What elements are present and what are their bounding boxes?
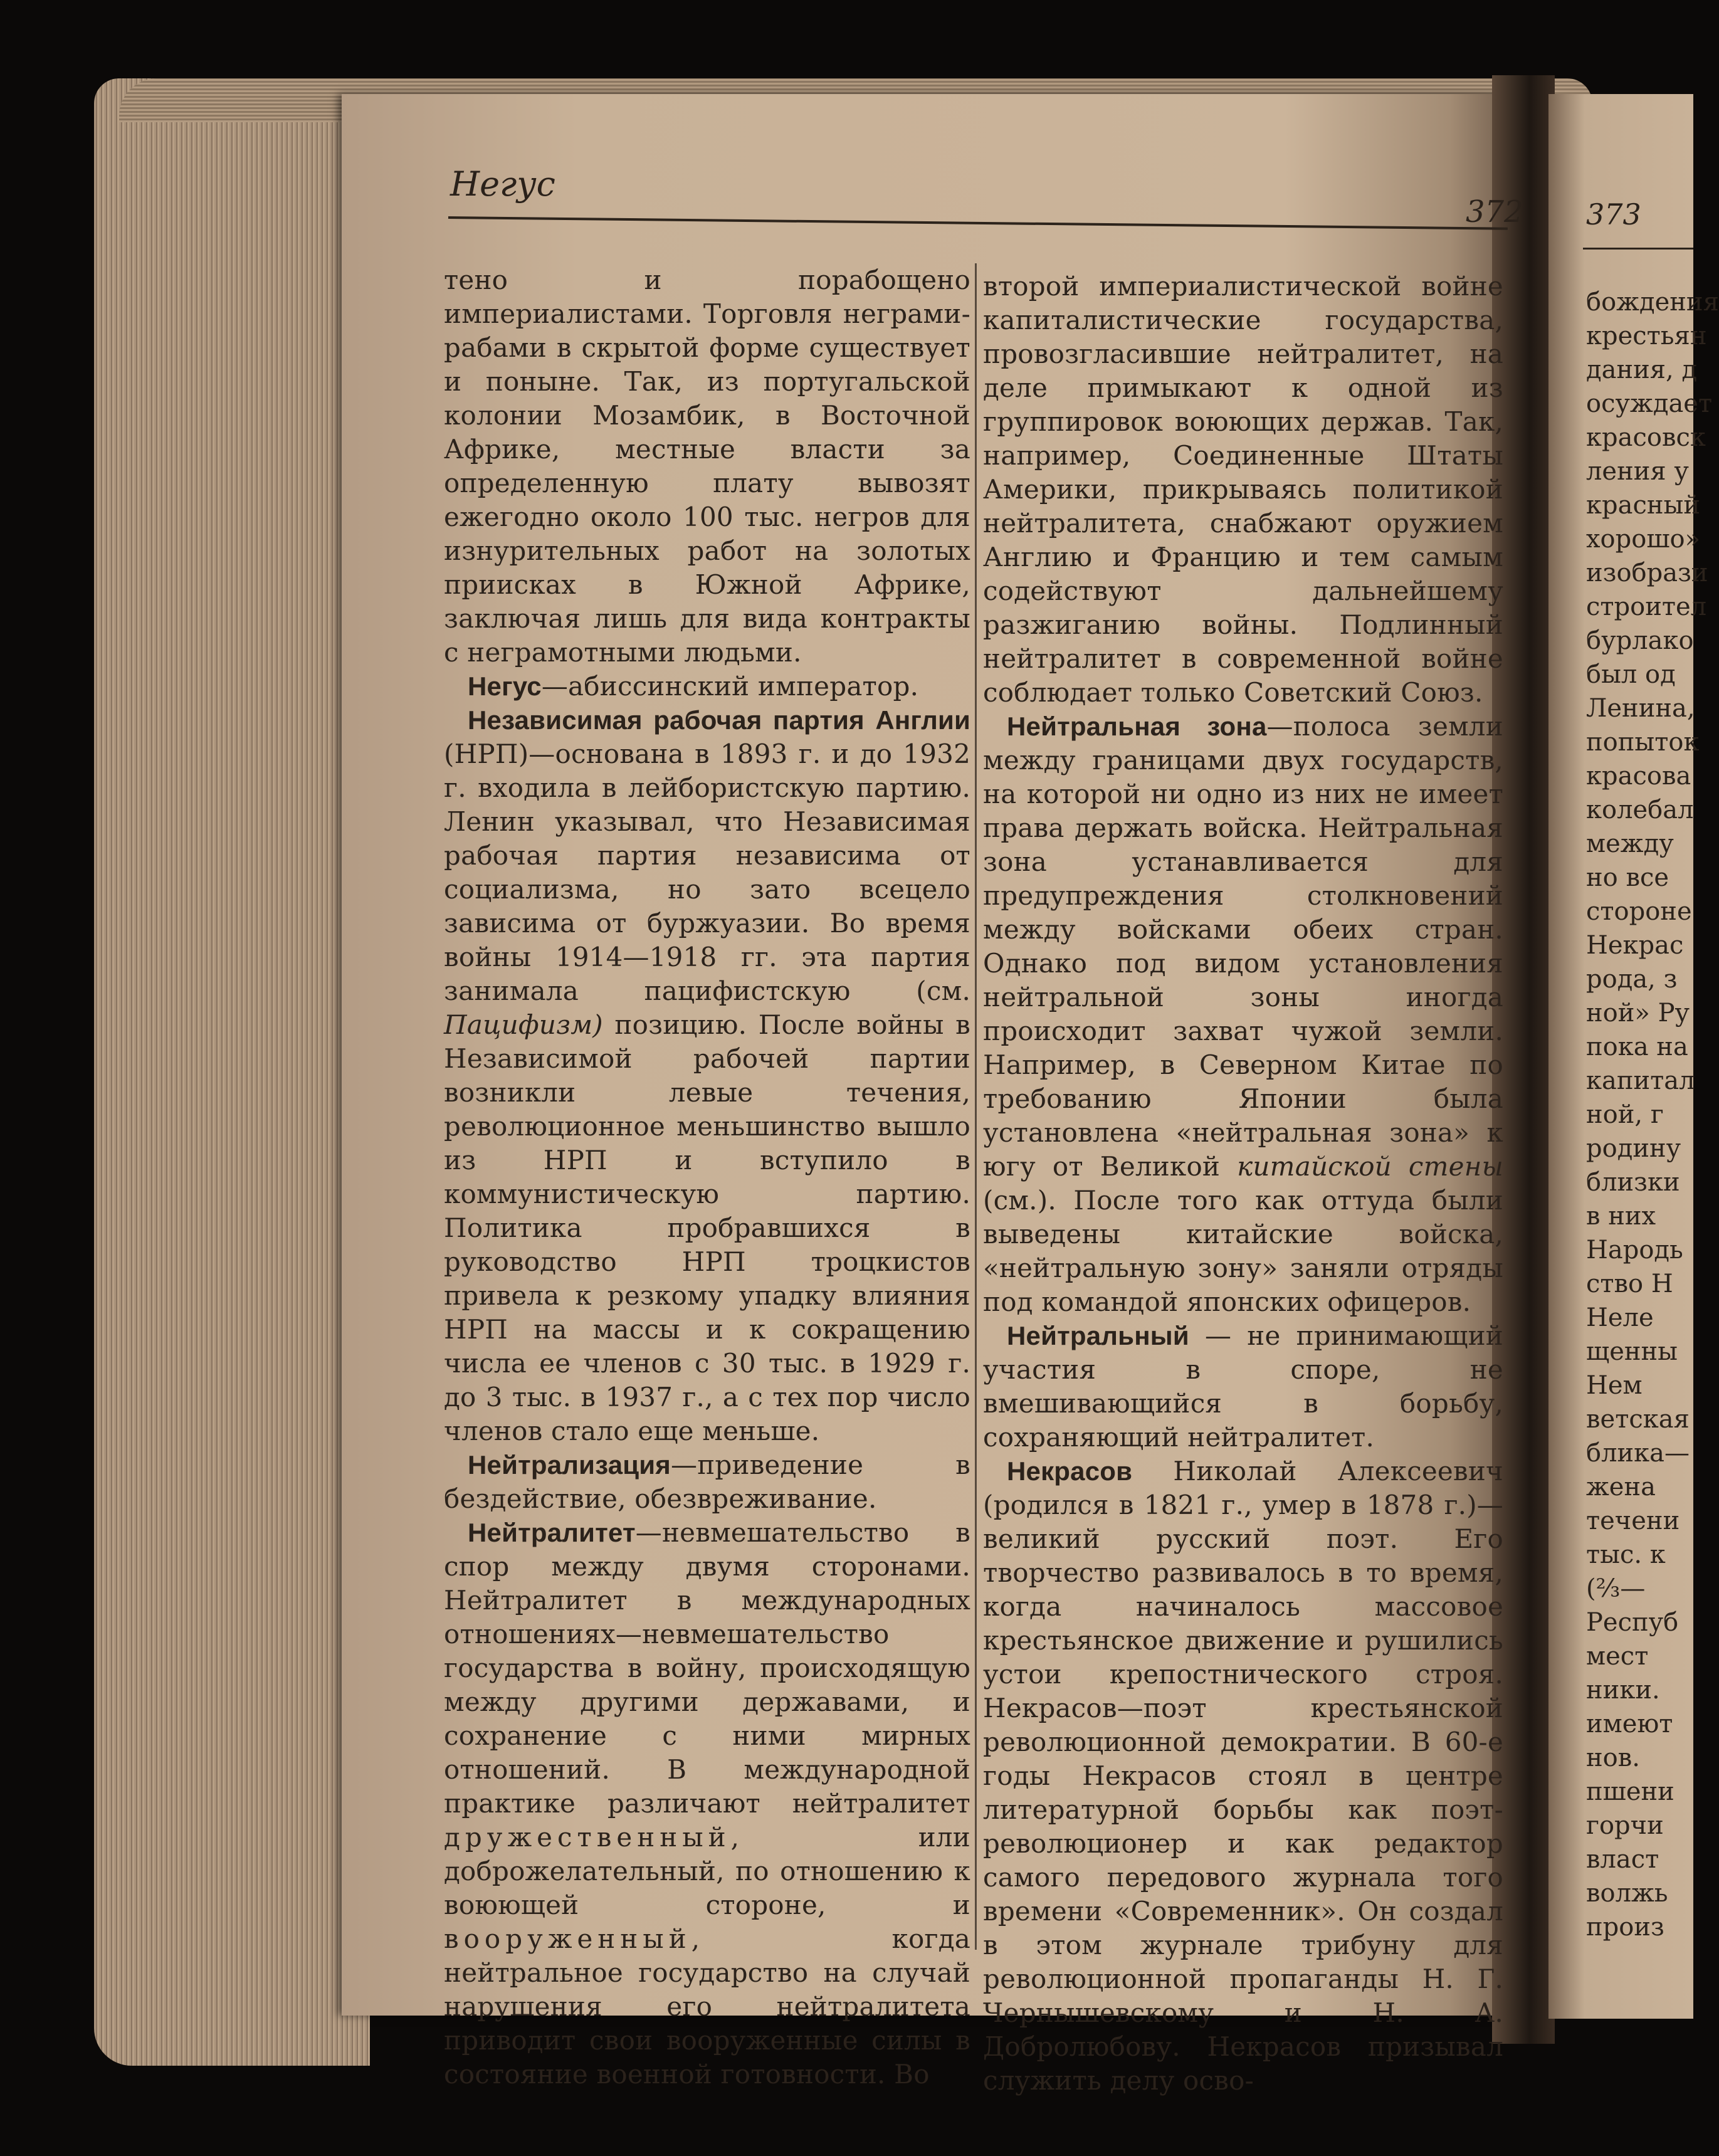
- spaced-term: дружественный,: [444, 1822, 744, 1853]
- entry-text: позицию. После войны в Независимой рабочей партии возникли левые течения, революционное меньшинство вышло из НРП и вступило в коммунистическую партию. Политика пробравшихся в руководство НРП троцкистов привела к резкому упадку влияния НРП на массы и к сокращению числа ее членов с 30 тыс. в 1929 г. до 3 тыс. в 1937 г., а с тех пор число членов стало еще меньше.: [444, 1009, 970, 1446]
- text-line-fragment: произ: [1586, 1913, 1664, 1942]
- text-line-fragment: горчи: [1586, 1811, 1664, 1840]
- text-line-fragment: крестьян: [1586, 322, 1707, 350]
- text-line-fragment: в них: [1586, 1202, 1656, 1231]
- text-line-fragment: Народь: [1586, 1236, 1683, 1265]
- entry-nekrasov: [983, 1454, 1503, 2098]
- text-line-fragment: ной» Ру: [1586, 999, 1690, 1028]
- text-line-fragment: красный: [1586, 491, 1701, 520]
- text-line-fragment: волжь: [1586, 1879, 1668, 1908]
- text-line-fragment: ство Н: [1586, 1270, 1673, 1298]
- entry-text: Николай Алексеевич (родился в 1821 г., умер в 1878 г.)—великий русский поэт. Его творчество развивалось в то время, когда начиналось массовое крестьянское движение и рушились устои крепостнического строя. Некрасов—поэт крестьянской революционной демократии. В 60-е годы Некрасов стоял в центре литературной борьбы как поэт-революционер и как редактор самого передового журнала того времени «Современник». Он создал в этом журнале трибуну для революционной пропаганды Н. Г. Чернышевскому и Н. А. Добролюбову. Некрасов призывал служить делу осво-: [983, 1456, 1503, 2096]
- text-line-fragment: Некрас: [1586, 931, 1684, 960]
- entry-text: — не принимающий участия в споре, не вмешивающийся в борьбу, сохраняющий нейтралитет.: [983, 1320, 1503, 1453]
- text-line-fragment: Неле: [1586, 1303, 1654, 1332]
- text-line-fragment: капитал: [1586, 1066, 1695, 1095]
- entry-text: (см.). После того как оттуда были выведены китайские войска, «нейтральную зону» заняли отряды под командой японских офицеров.: [983, 1185, 1503, 1317]
- text-line-fragment: (⅔—: [1586, 1574, 1646, 1603]
- text-line-fragment: красова: [1586, 762, 1691, 791]
- headword: Негус: [468, 671, 542, 701]
- text-line-fragment: рода, з: [1586, 965, 1678, 994]
- running-head: Негус: [450, 164, 555, 204]
- text-line-fragment: нов.: [1586, 1743, 1640, 1772]
- text-line-fragment: мест: [1586, 1642, 1649, 1671]
- cross-reference: Пацифизм): [444, 1009, 603, 1040]
- entry-text: (НРП)—основана в 1893 г. и до 1932 г. входила в лейбористскую партию. Ленин указывал, что Независимая рабочая партия независима от социализма, но зато всецело зависима от буржуазии. Во время войны 1914—1918 гг. эта партия занимала пацифистскую (см.: [444, 739, 970, 1006]
- text-line-fragment: попыток: [1586, 728, 1700, 757]
- entry-neutrality: [444, 1516, 970, 2091]
- text-line-fragment: колебал: [1586, 796, 1694, 824]
- text-line-fragment: блика—: [1586, 1439, 1690, 1468]
- text-line-fragment: пшени: [1586, 1777, 1674, 1806]
- right-page-column: [1586, 285, 1719, 1944]
- text-line-fragment: течени: [1586, 1507, 1680, 1535]
- text-line-fragment: пока на: [1586, 1033, 1688, 1061]
- text-line-fragment: бурлако: [1586, 626, 1694, 655]
- headword: Нейтральный: [1007, 1321, 1189, 1350]
- entry-text: —приведение в бездействие, обезвреживание.: [444, 1449, 970, 1514]
- headword: Нейтрализация: [468, 1450, 671, 1480]
- text-line-fragment: ления у: [1586, 457, 1689, 486]
- book-page-edges: [94, 78, 370, 2066]
- column-rule: [975, 263, 977, 1950]
- text-line-fragment: осуждает: [1586, 389, 1713, 418]
- page-number-right: 373: [1586, 197, 1641, 231]
- text-line-fragment: близки: [1586, 1168, 1680, 1197]
- lead-paragraph: тено и порабощено империалистами. Торговля неграми-рабами в скрытой форме существует и поныне. Так, из португальской колонии Мозамбик, в Восточной Африке, местные власти за определенную плату вывозят ежегодно около 100 тыс. негров для изнурительных работ на золотых приисках в Южной Африке, заключая лишь для вида контракты с неграмотными людьми.: [444, 265, 970, 668]
- header-rule-right: [1583, 248, 1693, 250]
- text-line-fragment: имеют: [1586, 1710, 1673, 1738]
- entry-text: или доброжелательный, по отношению к воюющей стороне, и: [444, 1822, 970, 1920]
- headword: Нейтралитет: [468, 1518, 636, 1547]
- text-column-1: [444, 263, 970, 2091]
- text-line-fragment: тыс. к: [1586, 1540, 1666, 1569]
- lead-paragraph: второй империалистической войне капиталистические государства, провозгласившие нейтралитет, на деле примыкают к одной из группировок воюющих держав. Так, например, Соединенные Штаты Америки, прикрываясь политикой нейтралитета, снабжают оружием Англию и Францию и тем самым содействуют дальнейшему разжиганию войны. Подлинный нейтралитет в современной войне соблюдает только Советский Союз.: [983, 271, 1503, 708]
- text-line-fragment: родину: [1586, 1134, 1681, 1163]
- page-number-left: 372: [1466, 194, 1523, 229]
- cross-reference: китайской стены: [1237, 1151, 1504, 1182]
- text-line-fragment: между: [1586, 829, 1674, 858]
- text-line-fragment: ники.: [1586, 1676, 1660, 1705]
- text-line-fragment: щенны: [1586, 1337, 1678, 1366]
- text-line-fragment: Ленина,: [1586, 694, 1695, 723]
- headword: Нейтральная зона: [1007, 712, 1267, 741]
- entry-neutral: [983, 1319, 1503, 1454]
- entry-nrp: [444, 703, 970, 1448]
- entry-text: —невмешательство в спор между двумя сторонами. Нейтралитет в международных отношениях—невмешательство государства в войну, происходящую между другими державами, и сохранение с ними мирных отношений. В международной практике различают нейтралитет: [444, 1517, 970, 1819]
- text-line-fragment: ной, г: [1586, 1100, 1664, 1129]
- headword: Некрасов: [1007, 1456, 1133, 1486]
- text-line-fragment: изобрази: [1586, 559, 1708, 587]
- text-column-2: [983, 270, 1503, 2098]
- entry-neutralization: [444, 1448, 970, 1516]
- text-line-fragment: власт: [1586, 1845, 1659, 1874]
- entry-negus: [444, 670, 970, 703]
- entry-neutral-zone: [983, 710, 1503, 1319]
- text-line-fragment: хорошо»: [1586, 525, 1701, 554]
- headword: Независимая рабочая партия Англии: [468, 705, 970, 735]
- text-line-fragment: бождения: [1586, 288, 1719, 317]
- spaced-term: вооруженный,: [444, 1923, 705, 1954]
- entry-text: —абиссинский император.: [541, 671, 919, 702]
- text-line-fragment: Нем: [1586, 1371, 1643, 1400]
- entry-text: когда нейтральное государство на случай нарушения его нейтралитета приводит свои вооруженные силы в состояние военной готовности. Во: [444, 1923, 970, 2090]
- text-line-fragment: был од: [1586, 660, 1676, 689]
- text-line-fragment: ветская: [1586, 1405, 1690, 1434]
- text-line-fragment: жена: [1586, 1473, 1656, 1501]
- text-line-fragment: строител: [1586, 592, 1707, 621]
- text-line-fragment: дания, д: [1586, 355, 1698, 384]
- entry-text: —полоса земли между границами двух государств, на которой ни одно из них не имеет права держать войска. Нейтральная зона устанавливается для предупреждения столкновений между войсками обеих стран. Однако под видом установления нейтральной зоны иногда происходит захват чужой земли. Например, в Северном Китае по требованию Японии была установлена «нейтральная зона» к югу от Великой: [983, 711, 1503, 1182]
- text-line-fragment: красовск: [1586, 423, 1706, 452]
- text-line-fragment: стороне: [1586, 897, 1692, 926]
- text-line-fragment: Респуб: [1586, 1608, 1679, 1637]
- text-line-fragment: но все: [1586, 863, 1669, 892]
